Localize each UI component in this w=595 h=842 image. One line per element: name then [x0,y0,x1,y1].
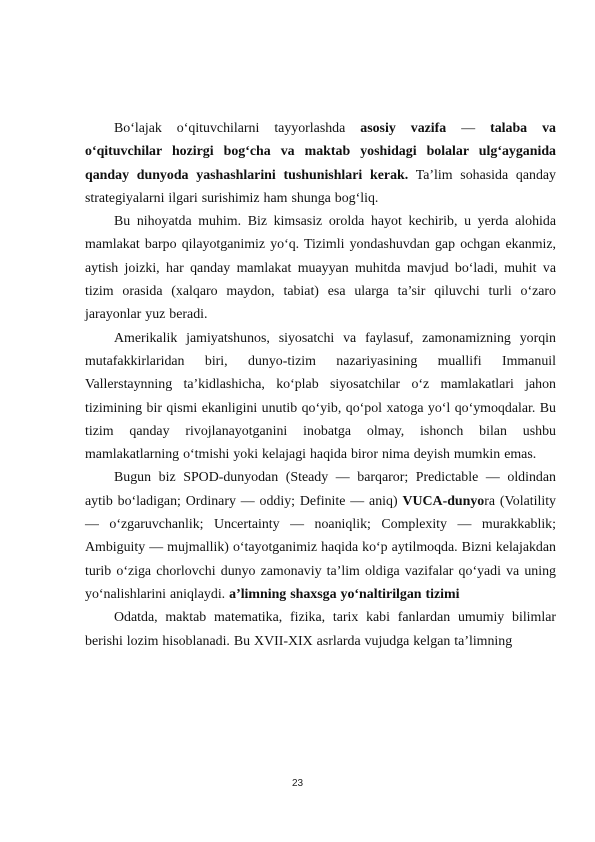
text-run: Bo‘lajak o‘qituvchilarni tayyorlashda [114,121,361,136]
paragraph-3 [85,327,556,467]
bold-text-run: asosiy vazifa [360,121,447,136]
text-run: Amerikalik jamiyatshunos, siyosatchi va faylasuf, zamonamizning yorqin mutafakkirlaridan biri, dunyo-tizim nazariyasining muallifi Immanuil Vallerstaynning ta’kidlashicha, ko‘plab siyosatchilar o‘z mamlakatlari jahon tizimining bir qismi ekanligini unutib qo‘yib, qo‘pol xatoga yo‘l qo‘ymoqdalar. Bu tizim qanday rivojlanayotganini inobatga olmay, ishonch bilan ushbu mamlakatlarning o‘tmishi yoki kelajagi haqida biror nima deyish mumkin emas. [85,330,556,463]
document-body [85,117,556,653]
text-run: — [446,121,491,136]
paragraph-1 [85,117,556,210]
page-number: 23 [291,778,304,789]
bold-text-run: VUCA-dunyo [402,493,485,509]
text-run: Odatda, maktab matematika, fizika, tarix kabi fanlardan umumiy bilimlar berishi lozim hisoblanadi. Bu XVII-XIX asrlarda vujudga kelgan ta’limning [85,610,556,649]
text-run: Ta’lim sohasida qanday strategiyalarni ilgari surishimiz ham shunga bog‘liq. [85,167,556,206]
paragraph-4 [85,466,556,606]
text-run: Bugun biz SPOD-dunyodan (Steady — barqaror; Predictable — oldindan aytib bo‘ladigan; Ordinary — oddiy; Definite — aniq) [85,470,556,509]
bold-text-run: a’limning shaxsga yo‘naltirilgan tizimi [229,586,460,602]
paragraph-2 [85,210,556,326]
bold-text-run: talaba va o‘qituvchilar hozirgi bog‘cha va maktab yoshidagi bolalar ulg‘ayganida qanday dunyoda yashashlarini tushunishlari kerak. [85,121,556,183]
paragraph-5 [85,606,556,653]
text-run: ra (Volatility — o‘zgaruvchanlik; Uncertainty — noaniqlik; Complexity — murakkablik; Ambiguity — mujmallik) o‘tayotganimiz haqida ko‘p aytilmoqda. Bizni kelajakdan turib o‘ziga chorlovchi dunyo zamonaviy ta’lim oldiga vazifalar qo‘yadi va uning yo‘nalishlarini aniqlaydi. [85,493,556,602]
text-run: Bu nihoyatda muhim. Biz kimsasiz orolda hayot kechirib, u yerda alohida mamlakat barpo qilayotganimiz yo‘q. Tizimli yondashuvdan gap ochgan ekanmiz, aytish joizki, har qanday mamlakat muayyan muhitda mavjud bo‘ladi, muhit va tizim orasida (xalqaro maydon, tabiat) esa ularga ta’sir qiluvchi turli o‘zaro jarayonlar yuz beradi. [85,214,556,323]
